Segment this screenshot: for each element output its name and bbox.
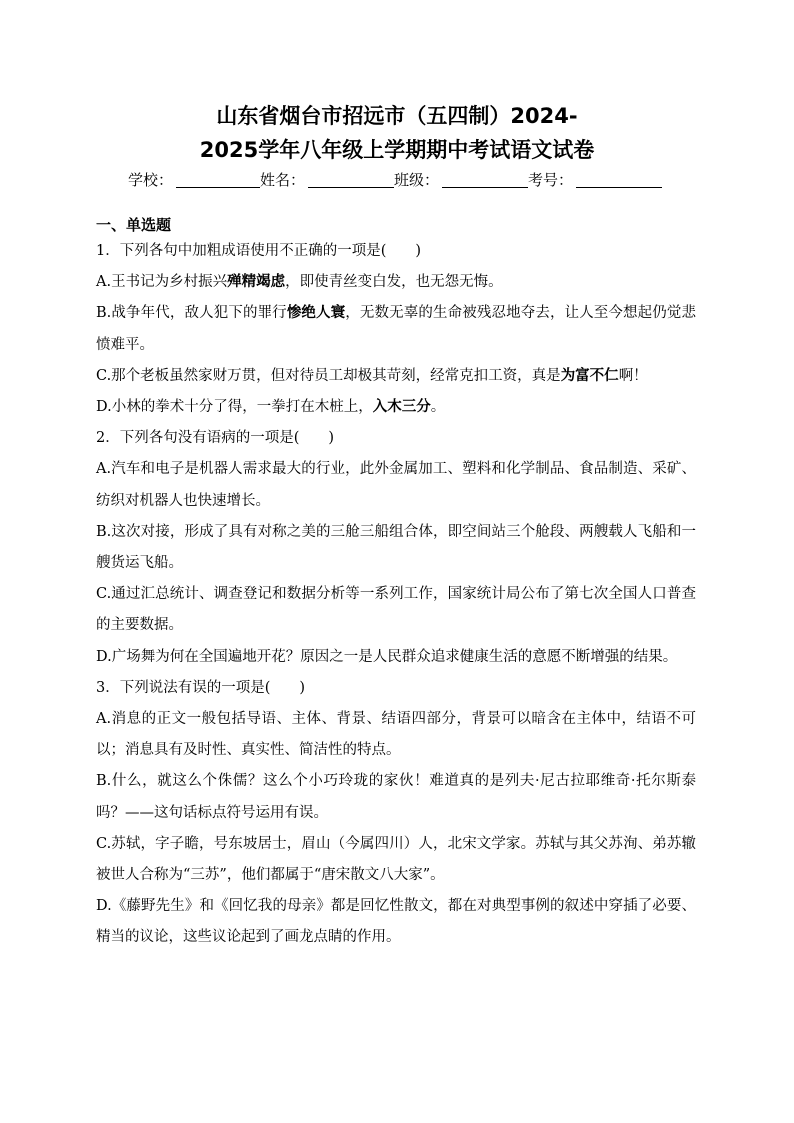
class-blank [442,171,528,188]
exam-title-line2: 2025学年八年级上学期期中考试语文试卷 [199,138,595,162]
option-item: A.汽车和电子是机器人需求最大的行业，此外金属加工、塑料和化学制品、食品制造、采矿、纺织对机器人也快速增长。 [96,461,696,509]
option-item: B.什么，就这么个侏儒？这么个小巧玲珑的家伙！难道真的是列夫·尼古拉耶维奇·托尔斯泰吗？——这句话标点符号运用有误。 [96,773,696,821]
student-info-row [128,169,662,191]
name-label: 姓名： [260,171,306,189]
section-title: 一、单选题 [96,216,172,234]
class-label: 班级： [394,171,440,189]
option-item: C.苏轼，字子瞻，号东坡居士，眉山（今属四川）人，北宋文学家。苏轼与其父苏洵、弟苏辙被世人合称为“三苏”，他们都属于“唐宋散文八大家”。 [96,835,696,884]
number-blank [576,171,662,188]
name-blank [308,171,394,188]
option-item: D.小林的拳术十分了得，一拳打在木桩上，入木三分。 [96,399,446,416]
bold-idiom: 入木三分 [372,399,431,416]
exam-content [96,214,696,954]
school-label: 学校： [128,171,174,189]
exam-title-line1: 山东省烟台市招远市（五四制）2024- [216,104,578,128]
question-stem: 2．下列各句没有语病的一项是( ) [96,430,335,447]
option-item: C.通过汇总统计、调查登记和数据分析等一系列工作，国家统计局公布了第七次全国人口普查的主要数据。 [96,586,696,634]
option-item: A.消息的正文一般包括导语、主体、背景、结语四部分，背景可以暗含在主体中，结语不可以；消息具有及时性、真实性、简洁性的特点。 [96,711,696,759]
question-stem: 3．下列说法有误的一项是( ) [96,679,306,696]
school-blank [176,171,260,188]
option-item: D.广场舞为何在全国遍地开花？原因之一是人民群众追求健康生活的意愿不断增强的结果。 [96,648,678,665]
bold-idiom: 惨绝人寰 [286,305,346,322]
number-label: 考号： [528,171,574,189]
option-item: A.王书记为乡村振兴殚精竭虑，即使青丝变白发，也无怨无悔。 [96,274,503,291]
option-item: B.这次对接，形成了具有对称之美的三舱三船组合体，即空间站三个舱段、两艘载人飞船和一艘货运飞船。 [96,523,696,572]
bold-idiom: 殚精竭虑 [227,274,286,291]
option-item: C.那个老板虽然家财万贯，但对待员工却极其苛刻，经常克扣工资，真是为富不仁啊！ [96,367,648,384]
option-item: D.《藤野先生》和《回忆我的母亲》都是回忆性散文，都在对典型事例的叙述中穿插了必要、精当的议论，这些议论起到了画龙点睛的作用。 [96,898,696,946]
question-stem: 1．下列各句中加粗成语使用不正确的一项是( ) [96,243,422,259]
option-item: B.战争年代，敌人犯下的罪行惨绝人寰，无数无辜的生命被残忍地夺去，让人至今想起仍觉悲愤难平。 [96,305,697,353]
bold-idiom: 为富不仁 [560,367,619,384]
